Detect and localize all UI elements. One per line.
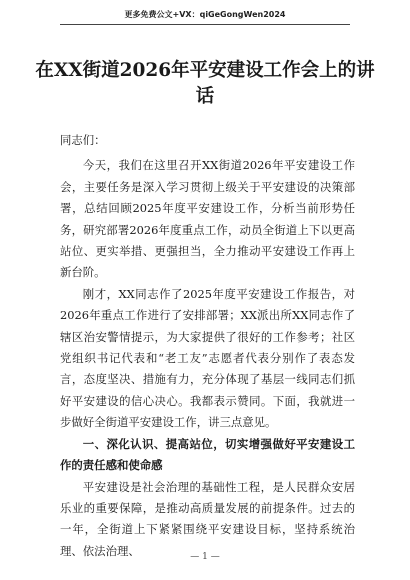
salutation: 同志们： <box>60 133 106 147</box>
header-divider <box>60 24 350 25</box>
paragraph-review: 刚才，XX同志作了2025年度平安建设工作报告，对2026年重点工作进行了安排部署；XX派出所XX同志作了辖区治安警情提示，为大家提供了很好的工作参考；社区党组织书记代表和“老工友”志愿者代表分别作了表态发言，态度坚决、措施有力，充分体现了基层一线同志们抓好平安建设的信心决心。我都表示赞同。下面，我就进一步做好全街道平安建设工作，讲三点意见。 <box>60 286 355 430</box>
document-title: 在XX街道2026年平安建设工作会上的讲话 <box>35 60 375 107</box>
paragraph-opening: 今天，我们在这里召开XX街道2026年平安建设工作会，主要任务是深入学习贯彻上级关于平安建设的决策部署，总结回顾2025年度平安建设工作，分析当前形势任务，研究部署2026年度重点工作，动员全街道上下以更高站位、更实举措、更强担当，全力推动平安建设工作再上新台阶。 <box>60 158 355 280</box>
paragraph-section-one: 平安建设是社会治理的基础性工程，是人民群众安居乐业的重要保障，是推动高质量发展的前提条件。过去的一年，全街道上下紧紧围绕平安建设目标，坚持系统治理、依法治理、 <box>60 479 355 558</box>
header-note: 更多免费公文+VX：qiGeGongWen2024 <box>124 10 286 19</box>
document-body <box>60 130 355 562</box>
page-number: — 1 — <box>190 552 220 562</box>
section-heading: 一、深化认识、提高站位，切实增强做好平安建设工作的责任感和使命感 <box>60 436 355 473</box>
